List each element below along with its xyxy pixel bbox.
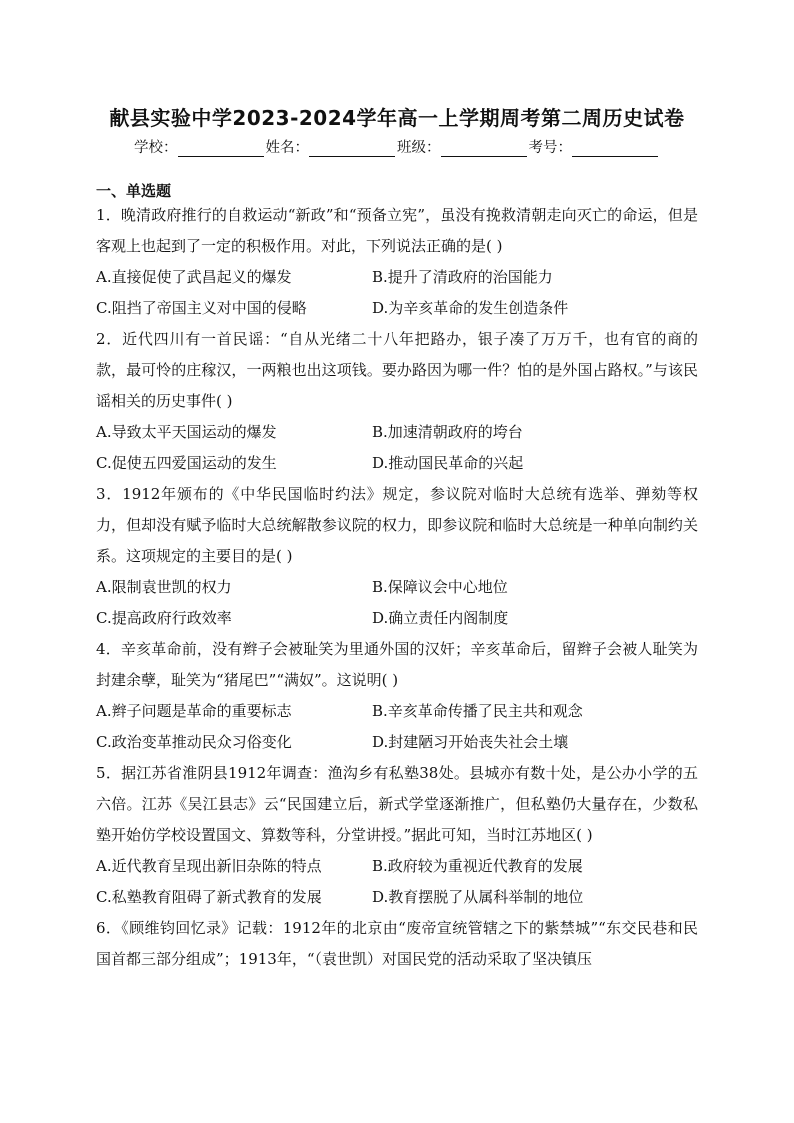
question-stem: 4．辛亥革命前，没有辫子会被耻笑为里通外国的汉奸；辛亥革命后，留辫子会被人耻笑为封建余孽，耻笑为“猪尾巴”“满奴”。这说明( ) [96, 640, 698, 689]
question-stem: 2．近代四川有一首民谣：“自从光绪二十八年把路办，银子凑了万万千，也有官的商的款，最可怜的庄稼汉，一两粮也出这项钱。要办路因为哪一件？怕的是外国占路权。”与该民谣相关的历史事件( ) [96, 330, 698, 410]
option-b[interactable]: B.加速清朝政府的垮台 [372, 423, 523, 441]
student-info-line [0, 136, 794, 157]
section-title: 一、单选题 [96, 182, 172, 200]
school-blank[interactable] [178, 141, 264, 157]
option-b[interactable]: B.政府较为重视近代教育的发展 [372, 857, 583, 875]
question-1 [96, 200, 698, 324]
class-field [397, 136, 529, 157]
question-stem: 5．据江苏省淮阴县1912年调查：渔沟乡有私塾38处。县城亦有数十处，是公办小学的五六倍。江苏《吴江县志》云“民国建立后，新式学堂逐渐推广，但私塾仍大量存在，少数私塾开始仿学校设置国文、算数等科，分堂讲授。”据此可知，当时江苏地区( ) [96, 764, 698, 844]
option-grid [96, 851, 698, 913]
question-3 [96, 479, 698, 634]
exam-number-field [529, 136, 661, 157]
name-field [266, 136, 398, 157]
option-a[interactable]: A.限制袁世凯的权力 [96, 578, 232, 596]
option-c[interactable]: C.促使五四爱国运动的发生 [96, 454, 277, 472]
question-stem: 1．晚清政府推行的自救运动“新政”和“预备立宪”，虽没有挽救清朝走向灭亡的命运，但是客观上也起到了一定的积极作用。对此，下列说法正确的是( ) [96, 206, 698, 255]
option-b[interactable]: B.保障议会中心地位 [372, 578, 508, 596]
option-grid [96, 417, 698, 479]
option-a[interactable]: A.近代教育呈现出新旧杂陈的特点 [96, 857, 322, 875]
option-d[interactable]: D.封建陋习开始丧失社会土壤 [372, 733, 569, 751]
option-a[interactable]: A.导致太平天国运动的爆发 [96, 423, 277, 441]
option-a[interactable]: A.直接促使了武昌起义的爆发 [96, 268, 292, 286]
question-6 [96, 913, 698, 975]
option-c[interactable]: C.私塾教育阻碍了新式教育的发展 [96, 888, 322, 906]
option-d[interactable]: D.推动国民革命的兴起 [372, 454, 524, 472]
option-c[interactable]: C.阻挡了帝国主义对中国的侵略 [96, 299, 307, 317]
option-b[interactable]: B.辛亥革命传播了民主共和观念 [372, 702, 583, 720]
option-grid [96, 572, 698, 634]
option-grid [96, 262, 698, 324]
exam-number-blank[interactable] [572, 141, 658, 157]
option-c[interactable]: C.提高政府行政效率 [96, 609, 232, 627]
name-blank[interactable] [309, 141, 395, 157]
question-list [96, 200, 698, 975]
class-blank[interactable] [441, 141, 527, 157]
option-d[interactable]: D.为辛亥革命的发生创造条件 [372, 299, 569, 317]
option-grid [96, 696, 698, 758]
question-2 [96, 324, 698, 479]
exam-number-label: 考号： [528, 140, 572, 156]
question-4 [96, 634, 698, 758]
option-b[interactable]: B.提升了清政府的治国能力 [372, 268, 553, 286]
class-label: 班级： [397, 140, 441, 156]
question-stem: 3．1912年颁布的《中华民国临时约法》规定，参议院对临时大总统有选举、弹劾等权力，但却没有赋予临时大总统解散参议院的权力，即参议院和临时大总统是一种单向制约关系。这项规定的主要目的是( ) [96, 485, 698, 565]
name-label: 姓名： [265, 140, 309, 156]
exam-title: 献县实验中学2023-2024学年高一上学期周考第二周历史试卷 [109, 106, 685, 130]
question-5 [96, 758, 698, 913]
question-stem: 6．《顾维钧回忆录》记载：1912年的北京由“废帝宣统管辖之下的紫禁城”“东交民巷和民国首都三部分组成”；1913年，“（袁世凯）对国民党的活动采取了坚决镇压 [96, 919, 698, 968]
option-d[interactable]: D.确立责任内阁制度 [372, 609, 509, 627]
school-field [134, 136, 266, 157]
option-c[interactable]: C.政治变革推动民众习俗变化 [96, 733, 292, 751]
option-a[interactable]: A.辫子问题是革命的重要标志 [96, 702, 292, 720]
option-d[interactable]: D.教育摆脱了从属科举制的地位 [372, 888, 584, 906]
school-label: 学校： [134, 140, 178, 156]
